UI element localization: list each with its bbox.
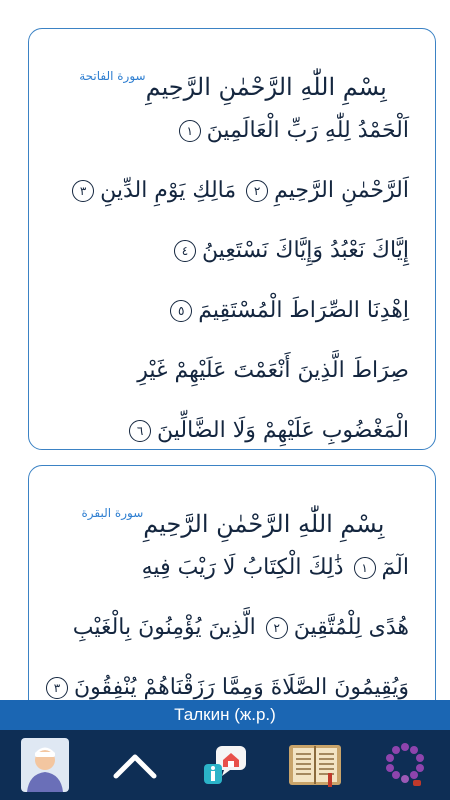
prayer-beads-icon (383, 742, 427, 788)
ayah-text: وَيُقِيمُونَ الصَّلَاةَ وَمِمَّا رَزَقْنَاهُمْ يُنْفِقُونَ (74, 675, 409, 700)
ayah-line (29, 538, 435, 598)
quran-book-button[interactable] (280, 730, 350, 800)
surah-card-fatiha (28, 28, 436, 450)
ayah-text: اَلرَّحْمٰنِ الرَّحِيمِ (274, 178, 409, 203)
ayah-number-marker: ١ (179, 120, 201, 142)
info-home-icon (200, 742, 250, 788)
surah-name: سورة البقرة (81, 506, 144, 520)
book-icon (288, 743, 342, 787)
ayah-number-marker: ٦ (129, 420, 151, 442)
scroll-up-button[interactable] (100, 730, 170, 800)
ayah-text: الٓمٓ (381, 555, 409, 580)
bismillah-header (29, 43, 435, 101)
ayah-lines (29, 538, 435, 718)
info-button[interactable] (190, 730, 260, 800)
person-avatar-icon (21, 738, 69, 792)
ayah-line (29, 101, 435, 161)
ayah-line (29, 598, 435, 658)
surah-card-baqarah (28, 465, 436, 725)
surah-name: سورة الفاتحة (79, 69, 146, 83)
tasbih-button[interactable] (370, 730, 440, 800)
chevron-up-icon (112, 750, 158, 780)
ayah-text: اَلْحَمْدُ لِلّٰهِ رَبِّ الْعَالَمِينَ (206, 118, 409, 143)
ayah-text: إِيَّاكَ نَعْبُدُ وَإِيَّاكَ نَسْتَعِينُ (201, 238, 409, 263)
ayah-text: صِرَاطَ الَّذِينَ أَنْعَمْتَ عَلَيْهِمْ غَيْرِ (137, 358, 409, 383)
ayah-number-marker: ٢ (266, 617, 288, 639)
bismillah-header (29, 480, 435, 538)
ayah-text: الْمَغْضُوبِ عَلَيْهِمْ وَلَا الضَّالِّينَ (157, 418, 409, 443)
bismillah-text: بِسْمِ اللّٰهِ الرَّحْمٰنِ الرَّحِيمِ (145, 73, 387, 101)
ayah-line (29, 401, 435, 461)
ayah-line (29, 341, 435, 401)
ayah-line (29, 221, 435, 281)
ayah-lines (29, 101, 435, 461)
ayah-number-marker: ٣ (72, 180, 94, 202)
ayah-text: اِهْدِنَا الصِّرَاطَ الْمُسْتَقِيمَ (198, 298, 409, 323)
reader-selector[interactable]: Талкин (ж.р.) (0, 700, 450, 730)
ayah-text: مَالِكِ يَوْمِ الدِّينِ (100, 178, 237, 203)
ayah-text: الَّذِينَ يُؤْمِنُونَ بِالْغَيْبِ (72, 615, 256, 640)
profile-button[interactable] (10, 730, 80, 800)
ayah-number-marker: ٢ (246, 180, 268, 202)
ayah-line (29, 281, 435, 341)
ayah-line (29, 161, 435, 221)
ayah-text: ذَٰلِكَ الْكِتَابُ لَا رَيْبَ فِيهِ (141, 555, 344, 580)
ayah-number-marker: ٥ (170, 300, 192, 322)
bismillah-text: بِسْمِ اللّٰهِ الرَّحْمٰنِ الرَّحِيمِ (143, 510, 385, 538)
ayah-number-marker: ١ (354, 557, 376, 579)
ayah-number-marker: ٣ (46, 677, 68, 699)
ayah-text: هُدًى لِلْمُتَّقِينَ (293, 615, 409, 640)
bottom-navigation (0, 730, 450, 800)
ayah-number-marker: ٤ (174, 240, 196, 262)
